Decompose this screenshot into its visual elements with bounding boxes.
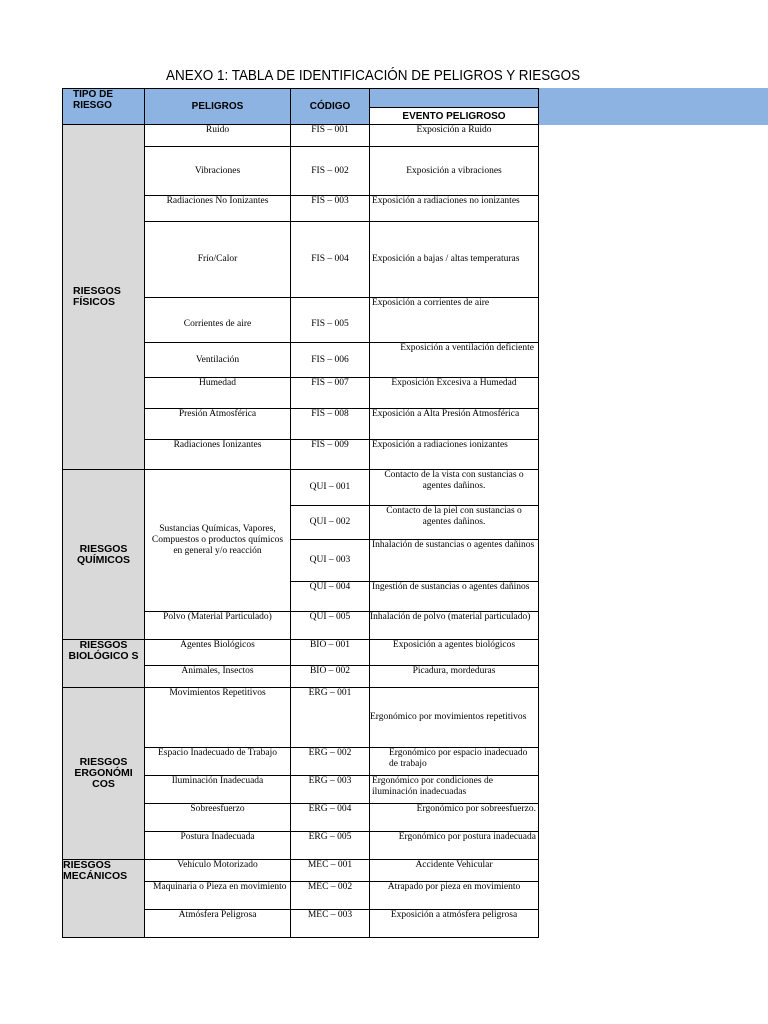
evento-cell: Contacto de la vista con sustancias o agentes dañinos. [370, 470, 539, 506]
peligro-cell: Polvo (Material Particulado) [145, 612, 291, 640]
category-mecanicos: RIESGOS MECÁNICOS [63, 860, 145, 938]
evento-cell: Contacto de la piel con sustancias o agentes dañinos. [370, 506, 539, 540]
peligro-cell: Espacio Inadecuado de Trabajo [145, 748, 291, 776]
document-title: ANEXO 1: TABLA DE IDENTIFICACIÓN DE PELIGROS Y RIESGOS [166, 68, 581, 84]
hazard-table [62, 88, 539, 938]
peligro-cell: Maquinaria o Pieza en movimiento [145, 882, 291, 910]
evento-cell: Exposición a ventilación deficiente [370, 343, 539, 378]
codigo-cell: ERG – 004 [291, 804, 370, 832]
codigo-cell: MEC – 003 [291, 910, 370, 938]
header-band [538, 88, 768, 125]
codigo-cell: FIS – 009 [291, 440, 370, 470]
peligro-cell: Animales, Insectos [145, 666, 291, 688]
codigo-cell: FIS – 002 [291, 147, 370, 196]
evento-cell: Accidente Vehicular [370, 860, 539, 882]
codigo-cell: FIS – 004 [291, 222, 370, 298]
evento-cell: Exposición Excesiva a Humedad [370, 378, 539, 409]
codigo-cell: BIO – 001 [291, 640, 370, 666]
evento-cell: Exposición a Alta Presión Atmosférica [370, 409, 539, 440]
evento-cell: Exposición a corrientes de aire [370, 298, 539, 343]
codigo-cell: BIO – 002 [291, 666, 370, 688]
codigo-cell: MEC – 002 [291, 882, 370, 910]
codigo-cell: FIS – 008 [291, 409, 370, 440]
evento-cell: Exposición a agentes biológicos [370, 640, 539, 666]
codigo-cell: FIS – 001 [291, 125, 370, 147]
codigo-cell: QUI – 001 [291, 470, 370, 506]
evento-cell: Exposición a vibraciones [370, 147, 539, 196]
category-quimicos: RIESGOS QUÍMICOS [63, 470, 145, 640]
category-fisicos: RIESGOS FÍSICOS [63, 125, 145, 470]
codigo-cell: FIS – 005 [291, 298, 370, 343]
evento-cell: Exposición a radiaciones ionizantes [370, 440, 539, 470]
evento-cell: Ergonómico por condiciones de iluminación inadecuadas [370, 776, 539, 804]
peligro-cell: Iluminación Inadecuada [145, 776, 291, 804]
header-evento-top [370, 89, 539, 108]
codigo-cell: QUI – 002 [291, 506, 370, 540]
evento-cell: Ergonómico por postura inadecuada [370, 832, 539, 860]
evento-cell: Atrapado por pieza en movimiento [370, 882, 539, 910]
codigo-cell: QUI – 003 [291, 540, 370, 582]
codigo-cell: ERG – 003 [291, 776, 370, 804]
codigo-cell: FIS – 006 [291, 343, 370, 378]
peligro-cell: Radiaciones Ionizantes [145, 440, 291, 470]
peligro-cell: Atmósfera Peligrosa [145, 910, 291, 938]
peligro-cell: Ventilación [145, 343, 291, 378]
peligro-cell: Sobreesfuerzo [145, 804, 291, 832]
peligro-cell: Postura Inadecuada [145, 832, 291, 860]
header-codigo: CÓDIGO [291, 89, 370, 125]
peligro-cell: Agentes Biológicos [145, 640, 291, 666]
codigo-cell: QUI – 005 [291, 612, 370, 640]
evento-cell: Ergonómico por sobreesfuerzo. [370, 804, 539, 832]
evento-cell: Exposición a bajas / altas temperaturas [370, 222, 539, 298]
peligro-cell: Radiaciones No Ionizantes [145, 196, 291, 222]
codigo-cell: ERG – 005 [291, 832, 370, 860]
evento-cell: Ergonómico por movimientos repetitivos [370, 688, 539, 748]
category-biologicos: RIESGOS BIOLÓGICO S [63, 640, 145, 688]
evento-cell: Ingestión de sustancias o agentes dañinos [370, 582, 539, 612]
peligro-cell: Vibraciones [145, 147, 291, 196]
codigo-cell: ERG – 002 [291, 748, 370, 776]
peligro-cell: Humedad [145, 378, 291, 409]
peligro-cell: Vehículo Motorizado [145, 860, 291, 882]
codigo-cell: QUI – 004 [291, 582, 370, 612]
codigo-cell: FIS – 007 [291, 378, 370, 409]
peligro-cell: Sustancias Químicas, Vapores, Compuestos o productos químicos en general y/o reacción [145, 470, 291, 612]
evento-cell: Exposición a atmósfera peligrosa [370, 910, 539, 938]
peligro-cell: Ruido [145, 125, 291, 147]
peligro-cell: Frío/Calor [145, 222, 291, 298]
peligro-cell: Presión Atmosférica [145, 409, 291, 440]
evento-cell: Picadura, mordeduras [370, 666, 539, 688]
header-evento: EVENTO PELIGROSO [370, 108, 539, 125]
evento-cell: Exposición a Ruido [370, 125, 539, 147]
evento-cell: Exposición a radiaciones no ionizantes [370, 196, 539, 222]
codigo-cell: MEC – 001 [291, 860, 370, 882]
peligro-cell: Movimientos Repetitivos [145, 688, 291, 748]
category-ergonomicos: RIESGOS ERGONÓMI COS [63, 688, 145, 860]
evento-cell: Inhalación de polvo (material particulado) [370, 612, 539, 640]
peligro-cell: Corrientes de aire [145, 298, 291, 343]
codigo-cell: ERG – 001 [291, 688, 370, 748]
evento-cell: Ergonómico por espacio inadecuado de trabajo [370, 748, 539, 776]
codigo-cell: FIS – 003 [291, 196, 370, 222]
header-tipo: TIPO DE RIESGO [63, 89, 145, 125]
header-peligros: PELIGROS [145, 89, 291, 125]
evento-cell: Inhalación de sustancias o agentes dañinos [370, 540, 539, 582]
